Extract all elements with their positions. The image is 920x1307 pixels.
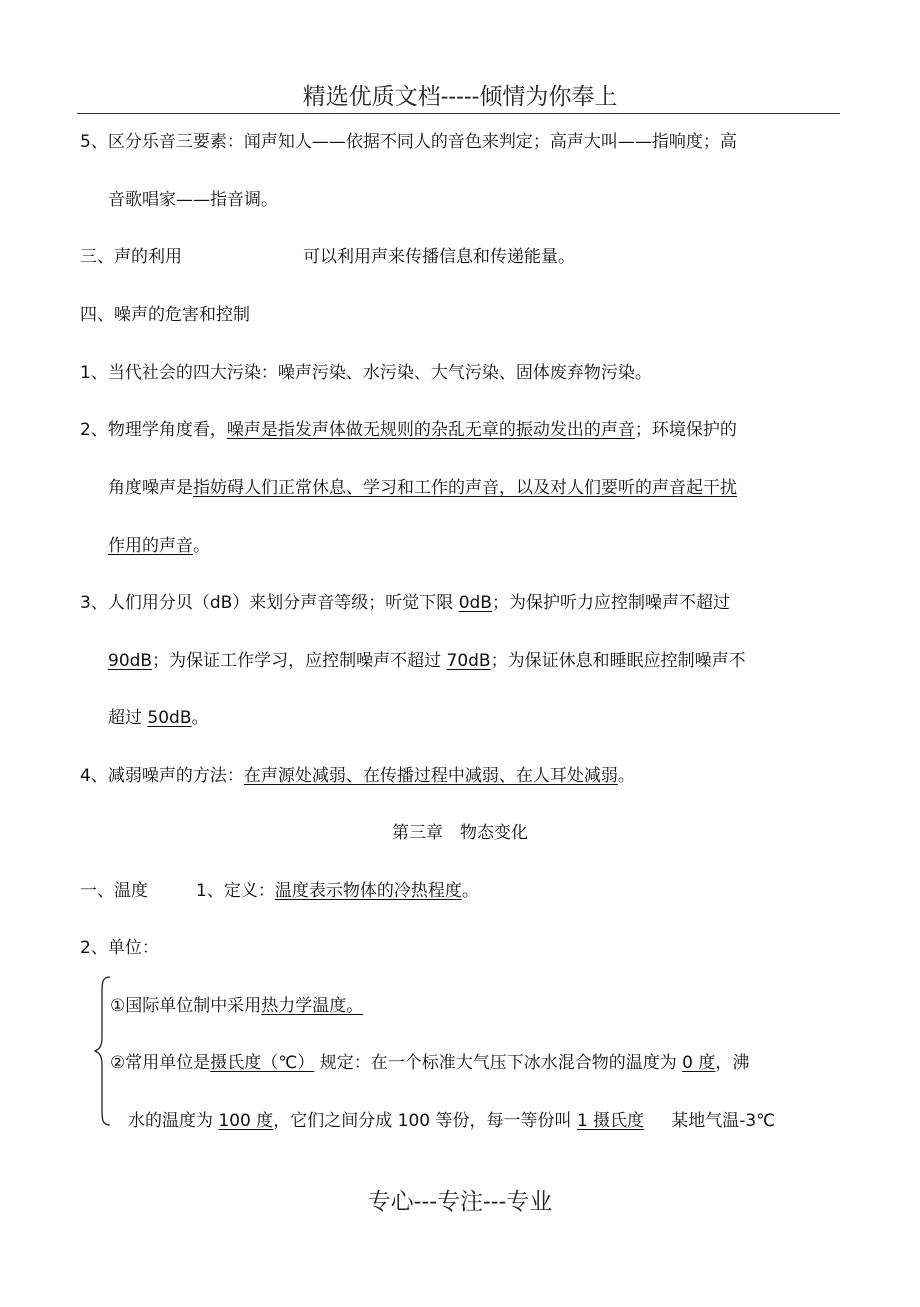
section-4-title: 四、噪声的危害和控制	[80, 305, 250, 325]
underlined-value: 1 摄氏度	[576, 1111, 645, 1131]
text-span: 2、物理学角度看，	[80, 420, 227, 440]
item-5-line-2: 音歌唱家——指音调。	[108, 190, 278, 210]
noise-item-1: 1、当代社会的四大污染：噪声污染、水污染、大气污染、固体废弃物污染。	[80, 363, 652, 383]
underlined-definition: 噪声是指发声体做无规则的杂乱无章的振动发出的声音	[226, 420, 635, 440]
chapter-title: 第三章 物态变化	[392, 823, 528, 843]
unit-item-1	[110, 995, 363, 1017]
page-footer: 专心---专注---专业	[367, 1189, 553, 1215]
noise-item-2-line-1	[80, 419, 737, 441]
text-span: 。	[617, 766, 635, 786]
underlined-definition: 温度表示物体的冷热程度	[274, 881, 462, 901]
db-value: 0dB	[458, 593, 492, 613]
text-span: ，沸	[715, 1053, 750, 1073]
text-span: 4、减弱噪声的方法：	[80, 766, 244, 786]
underlined-term: 热力学温度。	[261, 996, 364, 1016]
noise-item-3-line-3	[108, 707, 209, 729]
section-3-text: 可以利用声来传播信息和传递能量。	[303, 247, 575, 267]
noise-item-3-line-1	[80, 592, 730, 614]
text-span: ②常用单位是	[110, 1053, 211, 1073]
noise-item-4	[80, 765, 635, 787]
db-value: 70dB	[446, 651, 491, 671]
curly-brace-icon	[92, 975, 112, 1127]
db-value: 50dB	[147, 708, 192, 728]
noise-item-3-line-2	[108, 650, 746, 672]
header-divider	[77, 113, 840, 114]
temperature-definition	[196, 880, 479, 902]
text-span: ①国际单位制中采用	[110, 996, 262, 1016]
underlined-value: 100 度	[218, 1111, 274, 1131]
item-5-line-1: 5、区分乐音三要素：闻声知人——依据不同人的音色来判定；高声大叫——指响度；高	[80, 132, 737, 152]
text-span: 3、人们用分贝（dB）来划分声音等级；听觉下限	[80, 593, 459, 613]
text-span: 。	[193, 536, 210, 556]
text-span: 。	[191, 708, 209, 728]
text-span: 角度噪声是	[108, 478, 193, 498]
unit-item-2-line-1	[110, 1052, 749, 1074]
text-span: 某地气温-3℃	[644, 1111, 776, 1131]
text-span: 水的温度为	[128, 1111, 219, 1131]
unit-heading: 2、单位：	[80, 938, 159, 958]
temperature-section-title: 一、温度	[80, 881, 148, 901]
section-3-title: 三、声的利用	[80, 247, 182, 267]
text-span: ；为保护听力应控制噪声不超过	[491, 593, 730, 613]
noise-item-2-line-3	[108, 535, 210, 557]
underlined-term: 摄氏度（℃）	[210, 1053, 315, 1073]
underlined-value: 0 度	[682, 1053, 716, 1073]
text-span: ；为保证工作学习，应控制噪声不超过	[152, 651, 447, 671]
page-header: 精选优质文档-----倾情为你奉上	[302, 84, 618, 110]
text-span: ，它们之间分成 100 等份，每一等份叫	[273, 1111, 577, 1131]
underlined-definition: 指妨碍人们正常休息、学习和工作的声音，以及对人们要听的声音起干扰	[193, 478, 737, 498]
underlined-definition: 作用的声音	[108, 536, 193, 556]
text-span: ；环境保护的	[634, 420, 737, 440]
text-span: 。	[461, 881, 479, 901]
underlined-methods: 在声源处减弱、在传播过程中减弱、在人耳处减弱	[243, 766, 618, 786]
text-span: 规定：在一个标准大气压下冰水混合物的温度为	[314, 1053, 683, 1073]
text-span: 1、定义：	[196, 881, 275, 901]
text-span: ；为保证休息和睡眠应控制噪声不	[490, 651, 746, 671]
noise-item-2-line-2	[108, 477, 737, 499]
unit-item-2-line-2	[128, 1110, 775, 1132]
text-span: 超过	[108, 708, 148, 728]
db-value: 90dB	[108, 651, 153, 671]
